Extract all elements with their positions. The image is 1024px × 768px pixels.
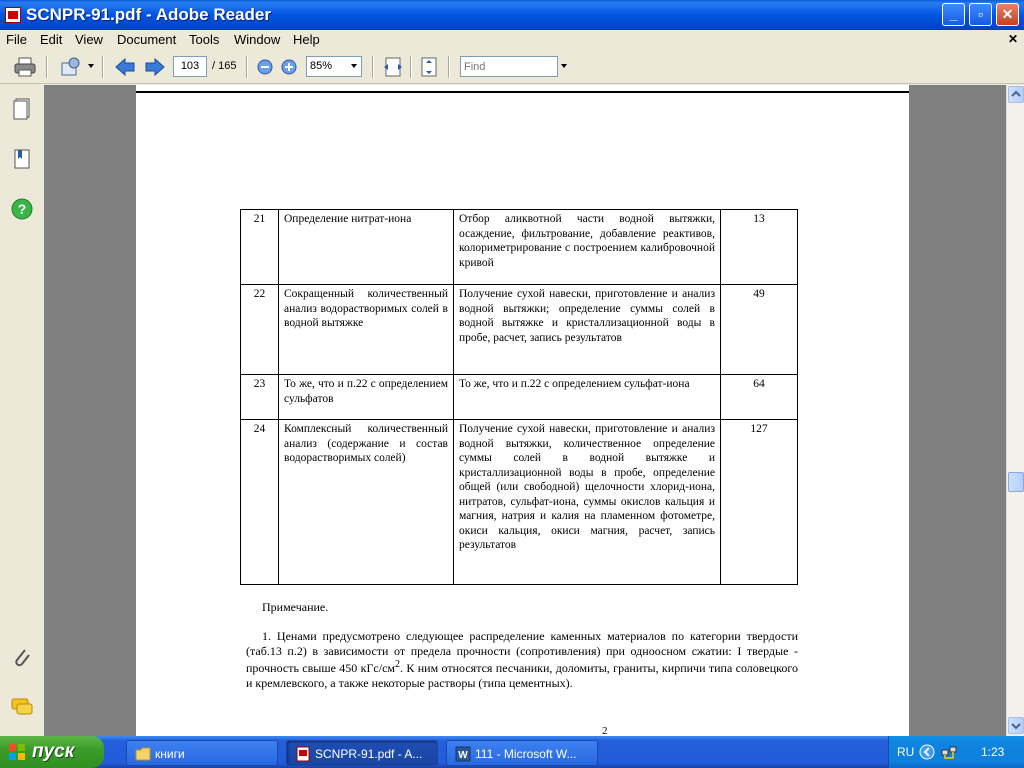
page-number-input[interactable]: 103 xyxy=(173,56,207,77)
arrow-down-icon xyxy=(1009,718,1023,733)
work-description: Получение сухой навески, приготовление и анализ водной вытяжки; определение суммы солей в водной вытяжке и кристаллизационной воды в пробе, расчет, запись результатов xyxy=(454,285,721,375)
zoom-in-icon[interactable] xyxy=(278,57,300,77)
zoom-value: 85% xyxy=(310,60,333,72)
window-title: SCNPR-91.pdf - Adobe Reader xyxy=(26,5,271,24)
system-tray xyxy=(888,736,1024,768)
menu-help[interactable]: Help xyxy=(293,32,320,47)
row-number: 21 xyxy=(241,210,279,285)
note-title: Примечание. xyxy=(262,600,329,614)
price-value: 13 xyxy=(721,210,798,285)
table-row xyxy=(241,375,798,420)
language-indicator[interactable]: RU xyxy=(897,745,915,759)
svg-text:W: W xyxy=(458,750,468,761)
title-bar xyxy=(0,0,1024,30)
taskbar-item-folder[interactable] xyxy=(126,740,278,766)
work-name: Комплексный количественный анализ (содержание и состав водорастворимых солей) xyxy=(279,420,454,585)
work-name: То же, что и п.22 с определением сульфатов xyxy=(279,375,454,420)
adobe-reader-icon xyxy=(5,7,21,23)
price-value: 49 xyxy=(721,285,798,375)
previous-page-icon[interactable] xyxy=(114,57,136,77)
note-superscript: 2 xyxy=(395,659,400,670)
pdf-page xyxy=(136,85,909,736)
attachments-icon[interactable] xyxy=(10,645,34,669)
pages-icon[interactable] xyxy=(10,97,34,121)
pdf-icon xyxy=(295,746,311,762)
comments-icon[interactable] xyxy=(10,695,34,719)
note-text xyxy=(246,629,798,690)
work-description: Отбор аликвотной части водной вытяжки, осаждение, фильтрование, добавление реактивов, колориметрирование с построением калибровочной кривой xyxy=(454,210,721,285)
windows-logo-icon xyxy=(8,743,26,761)
menu-edit[interactable]: Edit xyxy=(40,32,63,47)
toolbar xyxy=(0,50,1024,84)
toolbar-separator xyxy=(410,56,412,78)
menu-window[interactable]: Window xyxy=(234,32,281,47)
toolbar-separator xyxy=(46,56,48,78)
work-description: Получение сухой навески, приготовление и анализ водной вытяжки, количественное определение суммы солей в водной вытяжке и кристаллизационной воды в пробе, определение общей (или свободной) щелочности хлорид-иона, нитратов, сульфат-иона, суммы окислов кальция и магния, натрия и калия на пламенном фотометре, окиси кальция, окиси магния, расчет, запись результатов xyxy=(454,420,721,585)
scroll-down-button[interactable] xyxy=(1008,717,1024,734)
taskbar xyxy=(0,736,1024,768)
help-icon[interactable] xyxy=(10,197,34,221)
toolbar-separator xyxy=(372,56,374,78)
note-text-part: . К ним относятся песчаники, доломиты, граниты, кирпичи типа соловецкого и кремлевского, а также некоторые растворы (типа цементных). xyxy=(246,661,798,690)
tray-expand-icon[interactable] xyxy=(919,744,935,760)
arrow-up-icon xyxy=(1009,87,1023,102)
close-button[interactable]: ✕ xyxy=(996,3,1019,26)
page-total-label: / 165 xyxy=(212,60,237,72)
taskbar-item-label: 111 - Microsoft W... xyxy=(475,747,577,761)
find-dropdown-icon[interactable] xyxy=(561,64,567,68)
page-separator xyxy=(136,85,909,93)
find-input[interactable] xyxy=(460,56,558,77)
clock: 1:23 xyxy=(981,745,1005,759)
network-icon[interactable] xyxy=(941,744,957,760)
zoom-dropdown-icon[interactable] xyxy=(351,64,357,68)
minimize-button[interactable]: _ xyxy=(942,3,965,26)
note-text-part: 1. Ценами предусмотрено следующее распределение каменных материалов по категории твердости (таб.13 п.2) в зависимости от предела прочности (сопротивления) при одноосном сжатии: I твердые - прочность свыше 450 кГс/см xyxy=(246,629,798,675)
next-page-icon[interactable] xyxy=(144,57,166,77)
scroll-up-button[interactable] xyxy=(1008,86,1024,103)
print-icon[interactable] xyxy=(14,57,36,77)
start-button[interactable] xyxy=(0,736,104,768)
collaborate-icon[interactable] xyxy=(60,57,82,77)
menu-tools[interactable]: Tools xyxy=(189,32,220,47)
row-number: 22 xyxy=(241,285,279,375)
collaborate-dropdown-icon[interactable] xyxy=(88,64,94,68)
table-row xyxy=(241,420,798,585)
word-icon xyxy=(455,746,471,762)
maximize-button[interactable]: ▫ xyxy=(969,3,992,26)
start-label: пуск xyxy=(32,741,75,762)
row-number: 24 xyxy=(241,420,279,585)
row-number: 23 xyxy=(241,375,279,420)
menu-view[interactable]: View xyxy=(75,32,103,47)
work-description: То же, что и п.22 с определением сульфат-иона xyxy=(454,375,721,420)
menu-file[interactable]: File xyxy=(6,32,27,47)
taskbar-item-pdf[interactable] xyxy=(286,740,438,766)
table-row xyxy=(241,285,798,375)
page-number: 2 xyxy=(602,725,608,736)
vertical-scrollbar[interactable] xyxy=(1006,85,1024,736)
document-view[interactable] xyxy=(44,85,1006,736)
document-close-icon[interactable]: ✕ xyxy=(1007,32,1018,46)
navigation-panel xyxy=(0,85,44,736)
toolbar-separator xyxy=(448,56,450,78)
taskbar-item-label: SCNPR-91.pdf - A... xyxy=(315,747,423,761)
toolbar-separator xyxy=(102,56,104,78)
price-value: 64 xyxy=(721,375,798,420)
work-name: Определение нитрат-иона xyxy=(279,210,454,285)
taskbar-item-label: книги xyxy=(155,747,185,761)
taskbar-item-word[interactable] xyxy=(446,740,598,766)
fit-width-icon[interactable] xyxy=(382,57,404,77)
fit-page-icon[interactable] xyxy=(418,57,440,77)
price-table xyxy=(240,209,798,585)
toolbar-separator xyxy=(246,56,248,78)
price-value: 127 xyxy=(721,420,798,585)
work-name: Сокращенный количественный анализ водорастворимых солей в водной вытяжке xyxy=(279,285,454,375)
table-row xyxy=(241,210,798,285)
scroll-thumb[interactable] xyxy=(1008,472,1024,492)
menu-bar xyxy=(0,30,1024,50)
menu-document[interactable]: Document xyxy=(117,32,177,47)
svg-text:?: ? xyxy=(17,201,27,217)
bookmarks-icon[interactable] xyxy=(10,147,34,171)
zoom-out-icon[interactable] xyxy=(254,57,276,77)
folder-icon xyxy=(135,746,151,762)
